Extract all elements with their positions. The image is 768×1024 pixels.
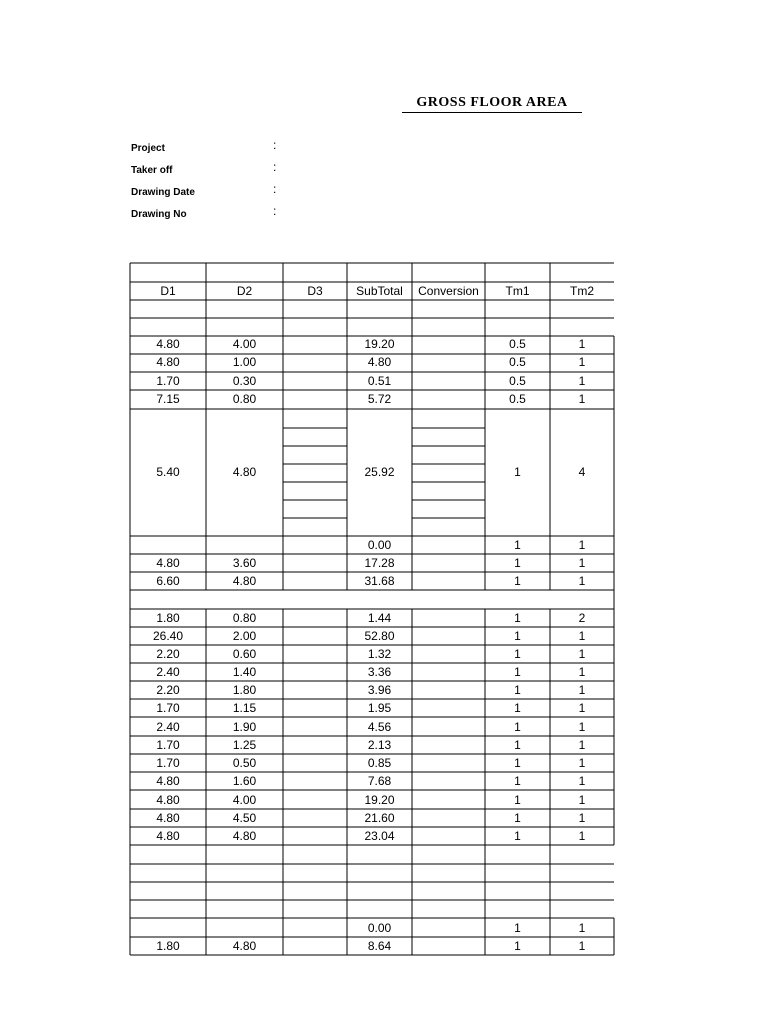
table-cell-r9-c3: 52.80 [364, 629, 395, 643]
meta-value-project: : [273, 138, 277, 152]
table-cell-r20-c1: 4.80 [232, 829, 257, 843]
table-cell-r19-c0: 4.80 [156, 811, 180, 825]
table-cell-r22-c6: 1 [578, 939, 586, 953]
table-cell-r10-c5: 1 [514, 647, 521, 661]
table-cell-r17-c3: 7.68 [367, 774, 392, 788]
table-cell-r13-c6: 1 [578, 701, 586, 715]
page-title: GROSS FLOOR AREA [402, 95, 582, 113]
table-cell-r19-c6: 1 [578, 811, 586, 825]
table-cell-r22-c3: 8.64 [367, 939, 392, 953]
table-cell-r17-c6: 1 [578, 774, 586, 788]
table-cell-r19-c5: 1 [514, 811, 521, 825]
table-cell-r18-c0: 4.80 [156, 793, 180, 807]
table-cell-r10-c3: 1.32 [367, 647, 392, 661]
table-cell-r10-c1: 0.60 [232, 647, 257, 661]
table-cell-r16-c5: 1 [514, 756, 521, 770]
table-cell-r22-c0: 1.80 [156, 939, 180, 953]
table-cell-r22-c1: 4.80 [232, 939, 257, 953]
table-cell-r14-c5: 1 [514, 720, 521, 734]
table-cell-r9-c6: 1 [578, 629, 586, 643]
table-cell-r13-c1: 1.15 [232, 701, 257, 715]
meta-value-drawing-date: : [273, 182, 277, 196]
table-cell-r1-c6: 1 [578, 355, 586, 369]
table-cell-r18-c5: 1 [514, 793, 521, 807]
table-cell-r7-c1: 4.80 [232, 574, 257, 588]
table-cell-r11-c6: 1 [578, 665, 586, 679]
column-header-1: D2 [236, 284, 253, 298]
table-cell-r5-c5: 1 [514, 538, 521, 552]
table-cell-r10-c6: 1 [578, 647, 586, 661]
table-cell-r10-c0: 2.20 [156, 647, 180, 661]
column-header-6: Tm2 [570, 284, 594, 298]
table-cell-r0-c0: 4.80 [156, 337, 180, 351]
table-cell-r6-c0: 4.80 [156, 556, 180, 570]
table-cell-r3-c1: 0.80 [232, 392, 257, 406]
table-cell-r8-c1: 0.80 [232, 611, 257, 625]
table-cell-r11-c1: 1.40 [232, 665, 257, 679]
table-cell-r9-c1: 2.00 [232, 629, 257, 643]
table-cell-r1-c0: 4.80 [156, 355, 180, 369]
table-cell-r2-c1: 0.30 [232, 374, 257, 388]
table-cell-r20-c0: 4.80 [156, 829, 180, 843]
table-cell-r8-c6: 2 [578, 611, 586, 625]
table-cell-r19-c3: 21.60 [364, 811, 395, 825]
table-cell-r16-c3: 0.85 [367, 756, 392, 770]
table-cell-r15-c3: 2.13 [367, 738, 392, 752]
table-cell-r21-c6: 1 [578, 921, 586, 935]
table-cell-r17-c5: 1 [514, 774, 521, 788]
table-cell-r13-c3: 1.95 [367, 701, 392, 715]
table-cell-r8-c0: 1.80 [156, 611, 180, 625]
table-cell-r12-c1: 1.80 [232, 683, 257, 697]
column-header-0: D1 [160, 284, 176, 298]
table-cell-r17-c1: 1.60 [232, 774, 257, 788]
table-cell-r14-c3: 4.56 [367, 720, 392, 734]
meta-label-taker-off: Taker off [131, 165, 173, 176]
table-cell-r12-c5: 1 [514, 683, 521, 697]
table-cell-r14-c0: 2.40 [156, 720, 180, 734]
table-cell-r15-c6: 1 [578, 738, 586, 752]
table-cell-r2-c5: 0.5 [509, 374, 526, 388]
table-cell-r16-c0: 1.70 [156, 756, 180, 770]
table-cell-r2-c3: 0.51 [367, 374, 392, 388]
table-cell-r0-c3: 19.20 [364, 337, 395, 351]
table-cell-r5-c6: 1 [578, 538, 586, 552]
table-cell-r4-c0: 5.40 [156, 465, 180, 479]
table-cell-r18-c6: 1 [578, 793, 586, 807]
table-cell-r21-c3: 0.00 [367, 921, 392, 935]
table-cell-r7-c0: 6.60 [156, 574, 180, 588]
table-cell-r16-c6: 1 [578, 756, 586, 770]
meta-label-project: Project [131, 143, 165, 154]
table-cell-r20-c6: 1 [578, 829, 586, 843]
table-cell-r6-c5: 1 [514, 556, 521, 570]
table-cell-r18-c1: 4.00 [232, 793, 257, 807]
table-cell-r0-c1: 4.00 [232, 337, 257, 351]
table-cell-r1-c5: 0.5 [509, 355, 526, 369]
table-cell-r15-c0: 1.70 [156, 738, 180, 752]
table-cell-r1-c1: 1.00 [232, 355, 257, 369]
table-cell-r12-c0: 2.20 [156, 683, 180, 697]
column-header-3: SubTotal [356, 284, 403, 298]
column-header-5: Tm1 [505, 284, 530, 298]
table-cell-r5-c3: 0.00 [367, 538, 392, 552]
table-cell-r0-c5: 0.5 [509, 337, 526, 351]
meta-value-drawing-no: : [273, 204, 277, 218]
table-cell-r11-c5: 1 [514, 665, 521, 679]
table-cell-r18-c3: 19.20 [364, 793, 395, 807]
table-cell-r4-c3: 25.92 [364, 465, 395, 479]
table-cell-r1-c3: 4.80 [367, 355, 392, 369]
table-cell-r2-c6: 1 [578, 374, 586, 388]
table-cell-r7-c5: 1 [514, 574, 521, 588]
table-cell-r8-c5: 1 [514, 611, 521, 625]
column-header-2: D3 [307, 284, 323, 298]
table-cell-r7-c3: 31.68 [364, 574, 395, 588]
table-cell-r2-c0: 1.70 [156, 374, 180, 388]
table-cell-r12-c6: 1 [578, 683, 586, 697]
table-cell-r3-c6: 1 [578, 392, 586, 406]
table-cell-r4-c6: 4 [578, 465, 586, 479]
table-cell-r8-c3: 1.44 [367, 611, 392, 625]
table-cell-r6-c6: 1 [578, 556, 586, 570]
table-cell-r19-c1: 4.50 [232, 811, 257, 825]
table-cell-r17-c0: 4.80 [156, 774, 180, 788]
table-cell-r14-c6: 1 [578, 720, 586, 734]
table-cell-r13-c0: 1.70 [156, 701, 180, 715]
table-cell-r16-c1: 0.50 [232, 756, 257, 770]
table-cell-r11-c0: 2.40 [156, 665, 180, 679]
table-cell-r20-c3: 23.04 [364, 829, 395, 843]
table-cell-r0-c6: 1 [578, 337, 586, 351]
meta-label-drawing-date: Drawing Date [131, 187, 195, 198]
table-cell-r12-c3: 3.96 [367, 683, 392, 697]
meta-value-taker-off: : [273, 160, 277, 174]
table-cell-r22-c5: 1 [514, 939, 521, 953]
table-cell-r9-c5: 1 [514, 629, 521, 643]
table-cell-r14-c1: 1.90 [232, 720, 257, 734]
table-cell-r4-c5: 1 [514, 465, 521, 479]
table-cell-r6-c3: 17.28 [364, 556, 395, 570]
table-cell-r7-c6: 1 [578, 574, 586, 588]
table-cell-r9-c0: 26.40 [152, 629, 184, 643]
table-cell-r3-c0: 7.15 [156, 392, 180, 406]
column-header-4: Conversion [418, 284, 479, 298]
table-cell-r21-c5: 1 [514, 921, 521, 935]
table-cell-r3-c3: 5.72 [367, 392, 392, 406]
table-cell-r6-c1: 3.60 [232, 556, 257, 570]
meta-label-drawing-no: Drawing No [131, 209, 187, 220]
table-cell-r3-c5: 0.5 [509, 392, 526, 406]
table-cell-r4-c1: 4.80 [232, 465, 257, 479]
table-cell-r15-c1: 1.25 [232, 738, 257, 752]
table-cell-r13-c5: 1 [514, 701, 521, 715]
table-cell-r15-c5: 1 [514, 738, 521, 752]
table-cell-r11-c3: 3.36 [367, 665, 392, 679]
table-cell-r20-c5: 1 [514, 829, 521, 843]
